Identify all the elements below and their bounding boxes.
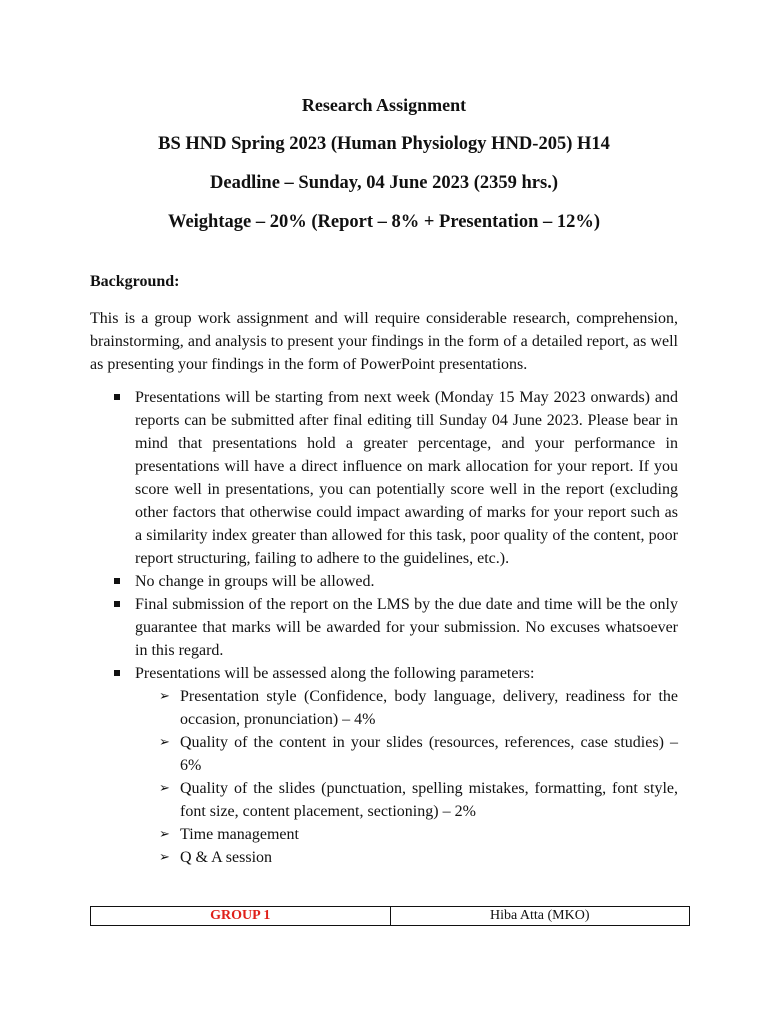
table-row <box>91 907 690 926</box>
assignment-title: Research Assignment <box>301 95 467 115</box>
bullet-text: Final submission of the report on the LMS by the due date and time will be the only guarantee that marks will be awarded for your submission. No excuses whatsoever in this regard. <box>135 596 678 659</box>
arrow-bullet-icon: ➢ <box>159 781 170 796</box>
bullet-text: No change in groups will be allowed. <box>135 573 375 590</box>
parameter-text: Presentation style (Confidence, body language, delivery, readiness for the occasion, pronunciation) – 4% <box>180 688 678 728</box>
square-bullet-icon <box>114 670 120 676</box>
list-item <box>135 777 678 823</box>
square-bullet-icon <box>114 601 120 607</box>
parameter-text: Time management <box>180 826 299 843</box>
background-paragraph: This is a group work assignment and will require considerable research, comprehension, brainstorming, and analysis to present your findings in the form of a detailed report, as well as presenting your findings in the form of PowerPoint presentations. <box>90 310 678 373</box>
list-item <box>135 685 678 731</box>
square-bullet-icon <box>114 394 120 400</box>
parameter-list <box>135 685 678 869</box>
title-block <box>0 92 768 235</box>
list-item <box>90 386 678 570</box>
document-body <box>90 270 678 869</box>
arrow-bullet-icon: ➢ <box>159 850 170 865</box>
bullet-text: Presentations will be assessed along the following parameters: <box>135 665 535 682</box>
arrow-bullet-icon: ➢ <box>159 735 170 750</box>
arrow-bullet-icon: ➢ <box>159 827 170 842</box>
background-heading: Background: <box>90 273 180 290</box>
deadline-title: Deadline – Sunday, 04 June 2023 (2359 hrs.) <box>210 173 558 193</box>
list-item <box>90 593 678 662</box>
list-item <box>135 731 678 777</box>
list-item <box>90 570 678 593</box>
parameter-text: Quality of the content in your slides (resources, references, case studies) – 6% <box>180 734 678 774</box>
parameter-text: Q & A session <box>180 849 273 866</box>
list-item <box>135 846 678 869</box>
course-title: BS HND Spring 2023 (Human Physiology HND-205) H14 <box>158 134 610 154</box>
group-label-cell: GROUP 1 <box>91 907 391 926</box>
square-bullet-icon <box>114 578 120 584</box>
arrow-bullet-icon: ➢ <box>159 689 170 704</box>
bullet-text: Presentations will be starting from next week (Monday 15 May 2023 onwards) and reports can be submitted after final editing till Sunday 04 June 2023. Please bear in mind that presentations hold a greater percentage, and your performance in presentations will have a direct influence on mark allocation for your report. If you score well in presentations, you can potentially score well in the report (excluding other factors that otherwise could impact awarding of marks for your report such as a similarity index greater than allowed for this task, poor quality of the content, poor report structuring, failing to adhere to the guidelines, etc.). <box>135 389 678 567</box>
group-member-cell: Hiba Atta (MKO) <box>390 907 690 926</box>
group-table <box>90 906 690 926</box>
list-item <box>135 823 678 846</box>
list-item <box>90 662 678 869</box>
parameter-text: Quality of the slides (punctuation, spelling mistakes, formatting, font style, font size, content placement, sectioning) – 2% <box>180 780 678 820</box>
bullet-list <box>90 386 678 869</box>
weightage-title: Weightage – 20% (Report – 8% + Presentation – 12%) <box>167 212 601 232</box>
